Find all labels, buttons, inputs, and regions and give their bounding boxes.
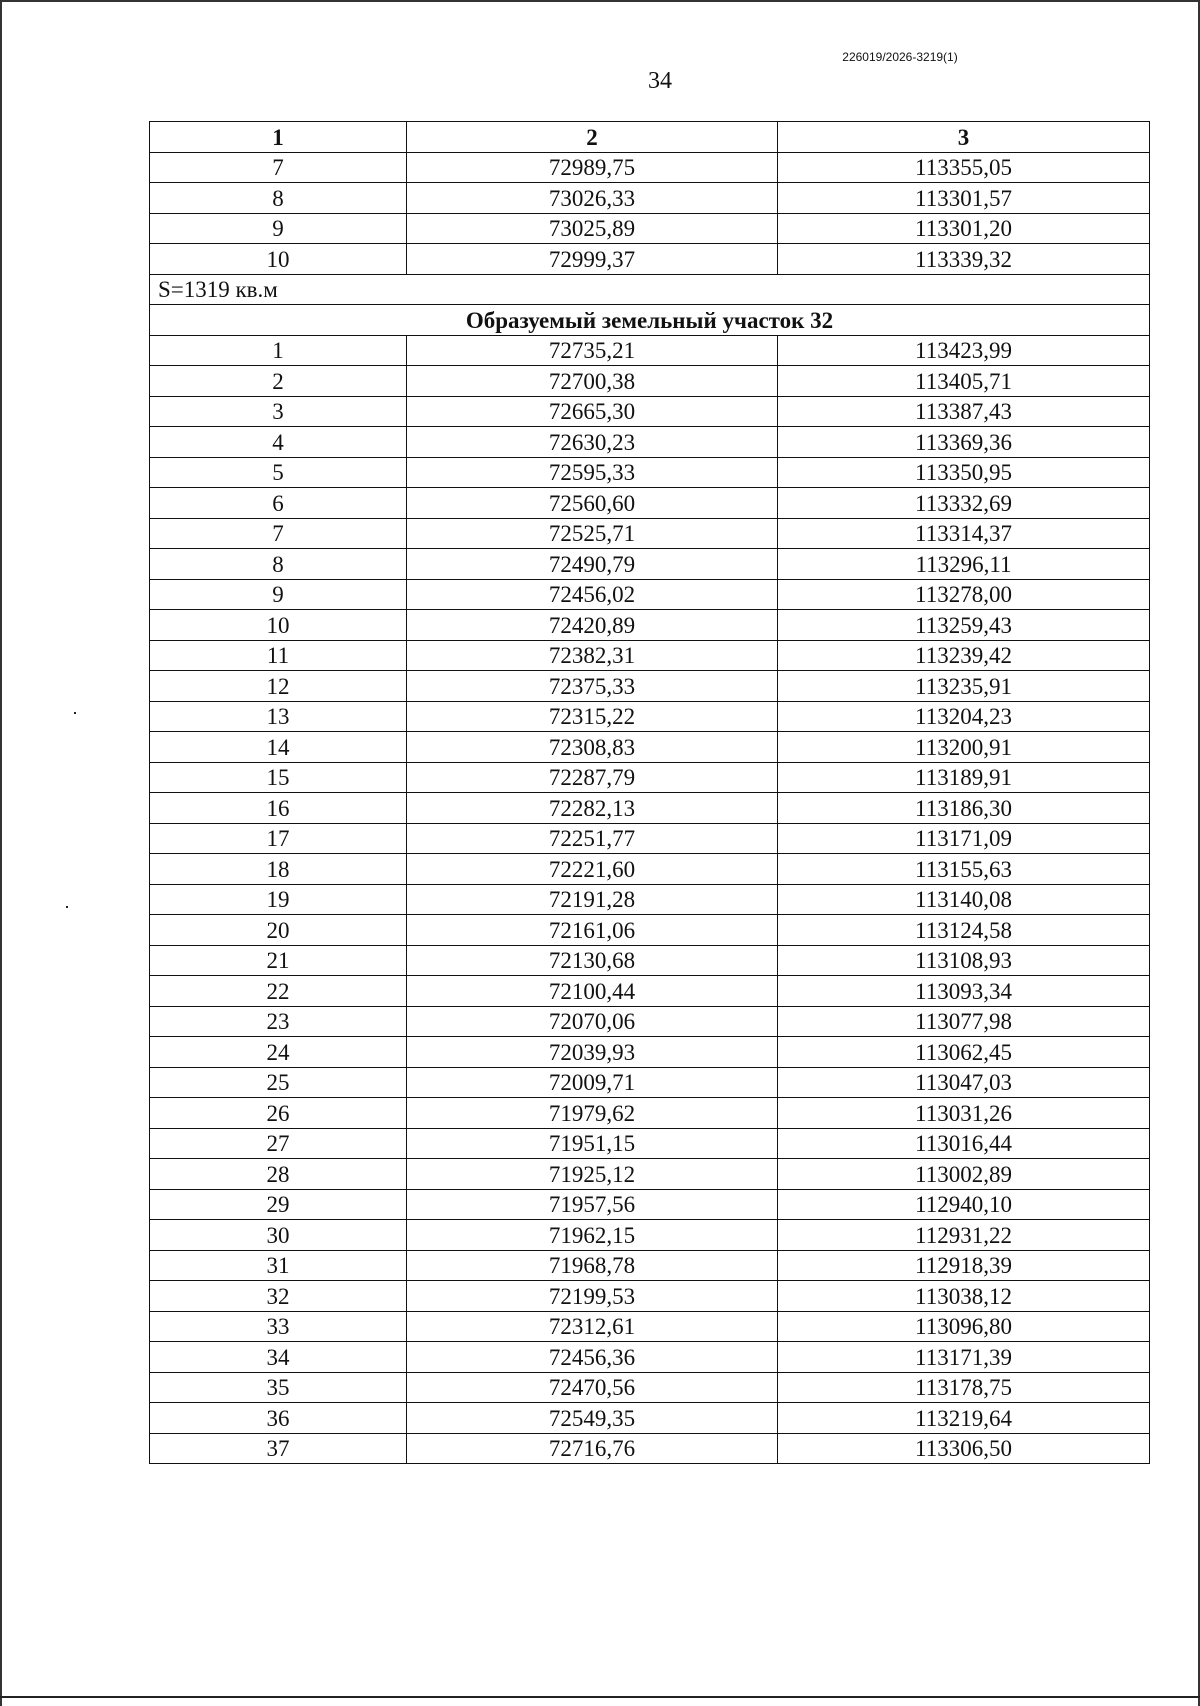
coordinates-table [149,121,1150,1464]
y-coordinate-cell: 113031,26 [778,1098,1150,1129]
x-coordinate-cell: 72456,02 [407,579,778,610]
y-coordinate-cell: 113200,91 [778,732,1150,763]
point-number-cell: 9 [150,213,407,244]
point-number-cell: 23 [150,1006,407,1037]
y-coordinate-cell: 113002,89 [778,1159,1150,1190]
header-cell: 2 [407,122,778,153]
y-coordinate-cell: 113423,99 [778,335,1150,366]
scan-speck [74,712,76,714]
table-row [150,1250,1150,1281]
table-row [150,335,1150,366]
point-number-cell: 35 [150,1372,407,1403]
y-coordinate-cell: 113235,91 [778,671,1150,702]
point-number-cell: 4 [150,427,407,458]
table-row [150,1159,1150,1190]
table-row [150,366,1150,397]
y-coordinate-cell: 113296,11 [778,549,1150,580]
x-coordinate-cell: 72700,38 [407,366,778,397]
point-number-cell: 33 [150,1311,407,1342]
point-number-cell: 10 [150,244,407,275]
table-row [150,1372,1150,1403]
y-coordinate-cell: 113171,39 [778,1342,1150,1373]
point-number-cell: 11 [150,640,407,671]
table-row [150,1281,1150,1312]
x-coordinate-cell: 72470,56 [407,1372,778,1403]
y-coordinate-cell: 113155,63 [778,854,1150,885]
section-title: Образуемый земельный участок 32 [150,305,1150,336]
x-coordinate-cell: 72420,89 [407,610,778,641]
y-coordinate-cell: 113108,93 [778,945,1150,976]
x-coordinate-cell: 72282,13 [407,793,778,824]
x-coordinate-cell: 71962,15 [407,1220,778,1251]
table-row [150,1189,1150,1220]
table-row [150,793,1150,824]
y-coordinate-cell: 113016,44 [778,1128,1150,1159]
y-coordinate-cell: 113219,64 [778,1403,1150,1434]
x-coordinate-cell: 72009,71 [407,1067,778,1098]
x-coordinate-cell: 71979,62 [407,1098,778,1129]
table-row [150,610,1150,641]
table-row [150,854,1150,885]
x-coordinate-cell: 72382,31 [407,640,778,671]
point-number-cell: 19 [150,884,407,915]
point-number-cell: 8 [150,183,407,214]
y-coordinate-cell: 113047,03 [778,1067,1150,1098]
y-coordinate-cell: 113178,75 [778,1372,1150,1403]
point-number-cell: 27 [150,1128,407,1159]
table-row [150,701,1150,732]
table-row [150,1006,1150,1037]
y-coordinate-cell: 113369,36 [778,427,1150,458]
point-number-cell: 2 [150,366,407,397]
table-header-row [150,122,1150,153]
point-number-cell: 36 [150,1403,407,1434]
x-coordinate-cell: 72665,30 [407,396,778,427]
y-coordinate-cell: 113077,98 [778,1006,1150,1037]
table-row [150,884,1150,915]
table-row [150,1220,1150,1251]
page-frame-top [0,0,1200,2]
y-coordinate-cell: 113239,42 [778,640,1150,671]
point-number-cell: 15 [150,762,407,793]
y-coordinate-cell: 113355,05 [778,152,1150,183]
point-number-cell: 26 [150,1098,407,1129]
y-coordinate-cell: 113259,43 [778,610,1150,641]
point-number-cell: 12 [150,671,407,702]
table-row [150,915,1150,946]
x-coordinate-cell: 72375,33 [407,671,778,702]
point-number-cell: 10 [150,610,407,641]
x-coordinate-cell: 72070,06 [407,1006,778,1037]
x-coordinate-cell: 72221,60 [407,854,778,885]
x-coordinate-cell: 72130,68 [407,945,778,976]
table-row [150,976,1150,1007]
x-coordinate-cell: 72595,33 [407,457,778,488]
x-coordinate-cell: 72039,93 [407,1037,778,1068]
x-coordinate-cell: 73026,33 [407,183,778,214]
x-coordinate-cell: 72525,71 [407,518,778,549]
point-number-cell: 31 [150,1250,407,1281]
x-coordinate-cell: 72199,53 [407,1281,778,1312]
table-row [150,457,1150,488]
x-coordinate-cell: 71951,15 [407,1128,778,1159]
x-coordinate-cell: 72716,76 [407,1433,778,1464]
table-row [150,1098,1150,1129]
table-row [150,152,1150,183]
point-number-cell: 22 [150,976,407,1007]
y-coordinate-cell: 113171,09 [778,823,1150,854]
y-coordinate-cell: 113405,71 [778,366,1150,397]
point-number-cell: 8 [150,549,407,580]
scan-speck [66,906,68,908]
x-coordinate-cell: 72315,22 [407,701,778,732]
point-number-cell: 13 [150,701,407,732]
table-row [150,1311,1150,1342]
table-row [150,762,1150,793]
point-number-cell: 21 [150,945,407,976]
y-coordinate-cell: 113140,08 [778,884,1150,915]
y-coordinate-cell: 113278,00 [778,579,1150,610]
y-coordinate-cell: 113093,34 [778,976,1150,1007]
point-number-cell: 29 [150,1189,407,1220]
y-coordinate-cell: 113301,57 [778,183,1150,214]
point-number-cell: 18 [150,854,407,885]
table-row [150,183,1150,214]
table-row [150,945,1150,976]
x-coordinate-cell: 72287,79 [407,762,778,793]
point-number-cell: 14 [150,732,407,763]
x-coordinate-cell: 72312,61 [407,1311,778,1342]
x-coordinate-cell: 71957,56 [407,1189,778,1220]
x-coordinate-cell: 72999,37 [407,244,778,275]
table-row [150,427,1150,458]
area-note: S=1319 кв.м [150,274,1150,305]
point-number-cell: 1 [150,335,407,366]
point-number-cell: 7 [150,152,407,183]
x-coordinate-cell: 72735,21 [407,335,778,366]
section-row [150,305,1150,336]
x-coordinate-cell: 72251,77 [407,823,778,854]
point-number-cell: 30 [150,1220,407,1251]
y-coordinate-cell: 113306,50 [778,1433,1150,1464]
point-number-cell: 9 [150,579,407,610]
point-number-cell: 20 [150,915,407,946]
table-row [150,1067,1150,1098]
area-row [150,274,1150,305]
y-coordinate-cell: 112931,22 [778,1220,1150,1251]
table-row [150,579,1150,610]
y-coordinate-cell: 113204,23 [778,701,1150,732]
point-number-cell: 28 [150,1159,407,1190]
y-coordinate-cell: 113332,69 [778,488,1150,519]
page-number: 34 [648,68,672,94]
point-number-cell: 32 [150,1281,407,1312]
point-number-cell: 17 [150,823,407,854]
point-number-cell: 37 [150,1433,407,1464]
table-row [150,549,1150,580]
x-coordinate-cell: 71968,78 [407,1250,778,1281]
point-number-cell: 6 [150,488,407,519]
y-coordinate-cell: 113038,12 [778,1281,1150,1312]
table-row [150,1037,1150,1068]
y-coordinate-cell: 113339,32 [778,244,1150,275]
y-coordinate-cell: 113387,43 [778,396,1150,427]
x-coordinate-cell: 72161,06 [407,915,778,946]
x-coordinate-cell: 72989,75 [407,152,778,183]
x-coordinate-cell: 72308,83 [407,732,778,763]
document-id: 226019/2026-3219(1) [842,50,958,64]
point-number-cell: 34 [150,1342,407,1373]
table-row [150,1342,1150,1373]
page-frame-bottom [0,1696,1200,1698]
table-row [150,1403,1150,1434]
y-coordinate-cell: 113301,20 [778,213,1150,244]
point-number-cell: 5 [150,457,407,488]
x-coordinate-cell: 72549,35 [407,1403,778,1434]
point-number-cell: 24 [150,1037,407,1068]
point-number-cell: 16 [150,793,407,824]
point-number-cell: 7 [150,518,407,549]
coordinates-table-body [150,122,1150,1464]
y-coordinate-cell: 113096,80 [778,1311,1150,1342]
y-coordinate-cell: 112940,10 [778,1189,1150,1220]
x-coordinate-cell: 71925,12 [407,1159,778,1190]
y-coordinate-cell: 113189,91 [778,762,1150,793]
point-number-cell: 25 [150,1067,407,1098]
y-coordinate-cell: 113124,58 [778,915,1150,946]
header-cell: 3 [778,122,1150,153]
y-coordinate-cell: 112918,39 [778,1250,1150,1281]
x-coordinate-cell: 72456,36 [407,1342,778,1373]
table-row [150,671,1150,702]
x-coordinate-cell: 72560,60 [407,488,778,519]
point-number-cell: 3 [150,396,407,427]
table-row [150,488,1150,519]
x-coordinate-cell: 72630,23 [407,427,778,458]
header-cell: 1 [150,122,407,153]
table-row [150,640,1150,671]
table-row [150,732,1150,763]
y-coordinate-cell: 113062,45 [778,1037,1150,1068]
x-coordinate-cell: 72100,44 [407,976,778,1007]
x-coordinate-cell: 72490,79 [407,549,778,580]
table-row [150,1128,1150,1159]
x-coordinate-cell: 72191,28 [407,884,778,915]
page-frame-left [0,0,2,1706]
y-coordinate-cell: 113350,95 [778,457,1150,488]
x-coordinate-cell: 73025,89 [407,213,778,244]
table-row [150,213,1150,244]
y-coordinate-cell: 113186,30 [778,793,1150,824]
table-row [150,244,1150,275]
table-row [150,518,1150,549]
y-coordinate-cell: 113314,37 [778,518,1150,549]
table-row [150,1433,1150,1464]
table-row [150,823,1150,854]
table-row [150,396,1150,427]
